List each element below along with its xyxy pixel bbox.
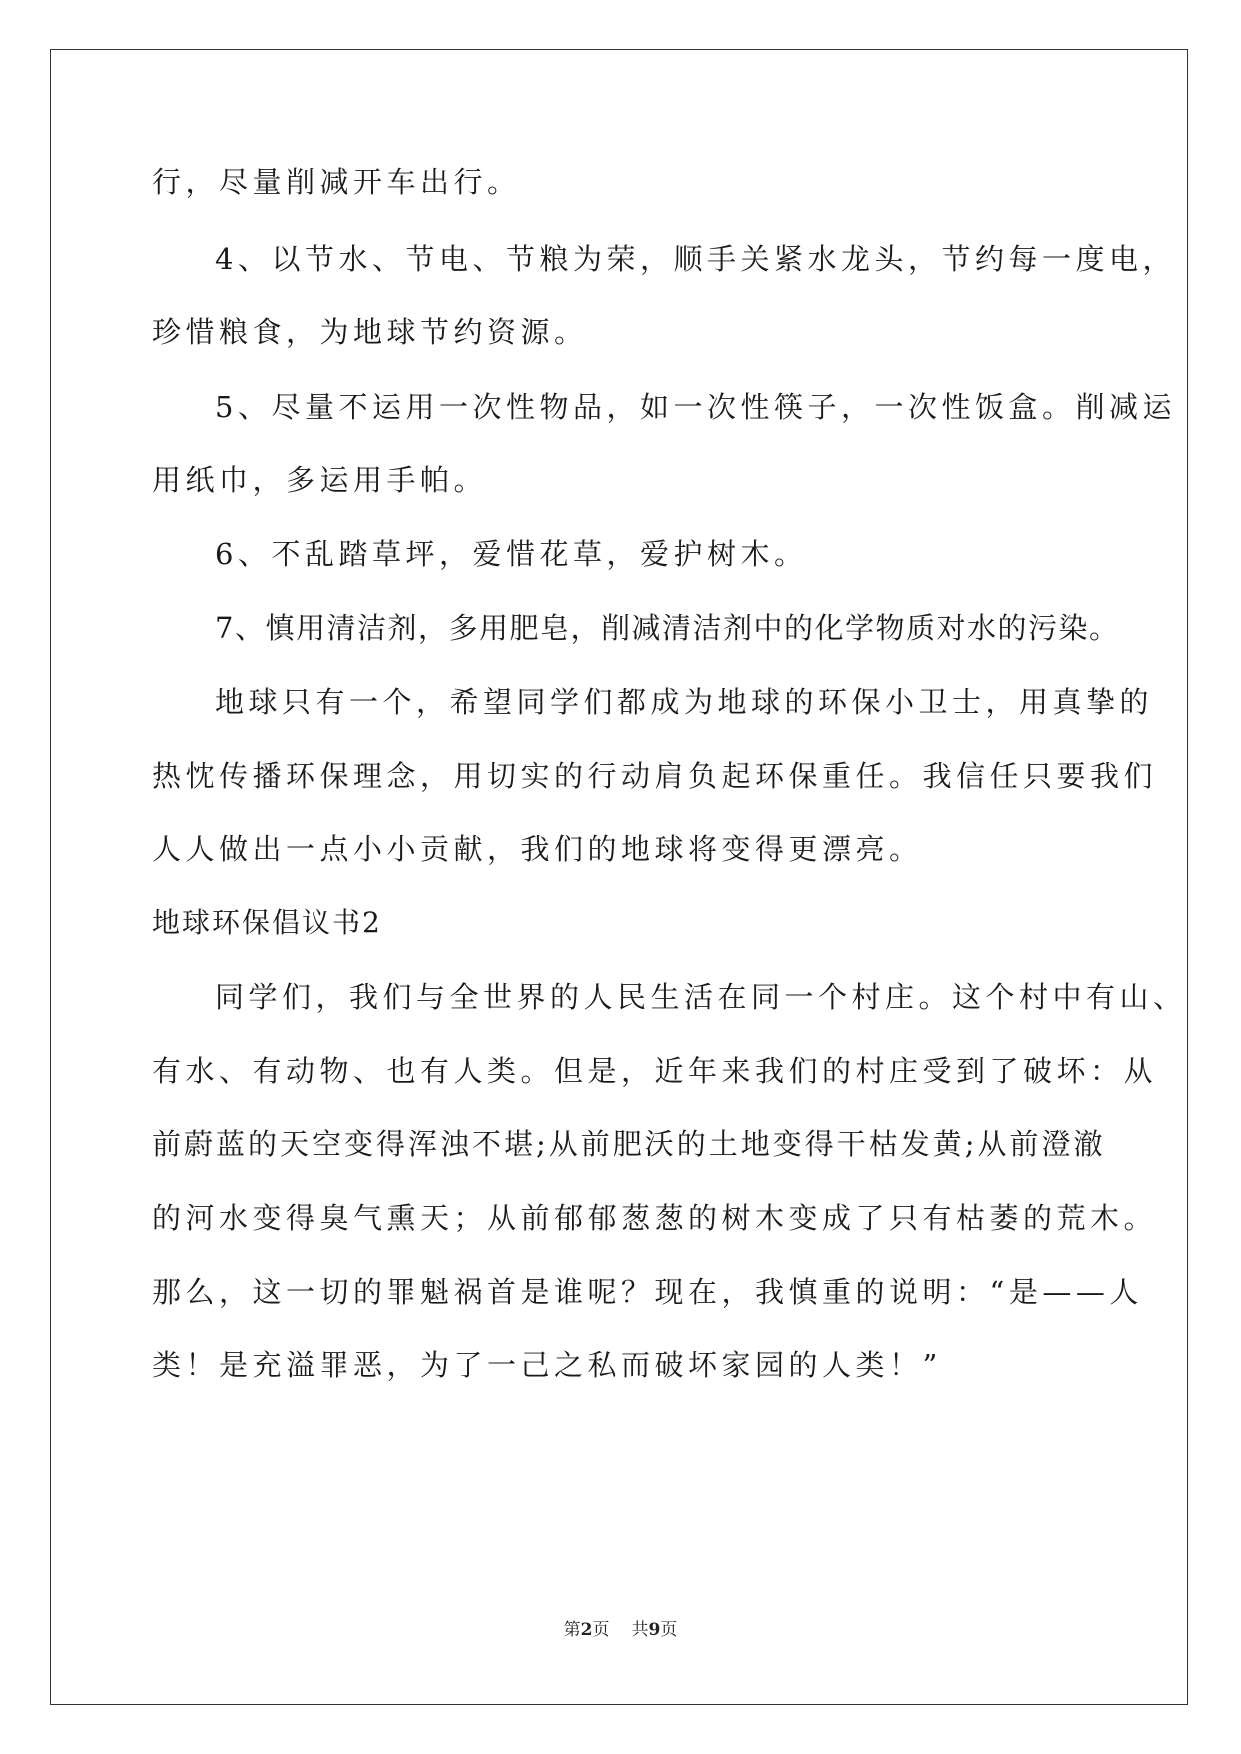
- page-prefix: 第: [563, 1620, 581, 1640]
- text-line: 行，尽量削减开车出行。: [152, 165, 521, 199]
- list-item-4-line-2: 珍惜粮食，为地球节约资源。: [152, 315, 588, 349]
- paragraph-line: 类！是充溢罪恶，为了一己之私而破坏家园的人类！”: [152, 1348, 942, 1382]
- list-item-7: 7、慎用清洁剂，多用肥皂，削减清洁剂中的化学物质对水的污染。: [215, 611, 1120, 645]
- total-prefix: 共: [631, 1620, 649, 1640]
- page-border: [50, 49, 1188, 1705]
- paragraph-line: 同学们，我们与全世界的人民生活在同一个村庄。这个村中有山、: [215, 980, 1187, 1014]
- list-item-5-line-1: 5、尽量不运用一次性物品，如一次性筷子，一次性饭盒。削减运: [215, 390, 1176, 424]
- paragraph-line: 前蔚蓝的天空变得浑浊不堪;从前肥沃的土地变得干枯发黄;从前澄澈: [152, 1127, 1106, 1161]
- page-current: 2: [580, 1620, 593, 1640]
- paragraph-line: 的河水变得臭气熏天；从前郁郁葱葱的树木变成了只有枯萎的荒木。: [152, 1201, 1158, 1235]
- paragraph-line: 那么，这一切的罪魁祸首是谁呢？现在，我慎重的说明：“是——人: [152, 1275, 1143, 1309]
- list-item-6: 6、不乱踏草坪，爱惜花草，爱护树木。: [215, 537, 808, 571]
- page-footer: [0, 1618, 1241, 1642]
- section-heading: 地球环保倡议书2: [152, 906, 382, 939]
- total-suffix: 页: [660, 1620, 678, 1640]
- paragraph-line: 地球只有一个，希望同学们都成为地球的环保小卫士，用真挚的: [215, 685, 1154, 719]
- list-item-4-line-1: 4、以节水、节电、节粮为荣，顺手关紧水龙头，节约每一度电，: [215, 242, 1176, 276]
- paragraph-line: 有水、有动物、也有人类。但是，近年来我们的村庄受到了破坏：从: [152, 1054, 1158, 1088]
- page-suffix: 页: [592, 1620, 610, 1640]
- paragraph-line: 人人做出一点小小贡献，我们的地球将变得更漂亮。: [152, 832, 923, 866]
- page-total: 9: [648, 1620, 661, 1640]
- list-item-5-line-2: 用纸巾，多运用手帕。: [152, 463, 488, 497]
- paragraph-line: 热忱传播环保理念，用切实的行动肩负起环保重任。我信任只要我们: [152, 759, 1158, 793]
